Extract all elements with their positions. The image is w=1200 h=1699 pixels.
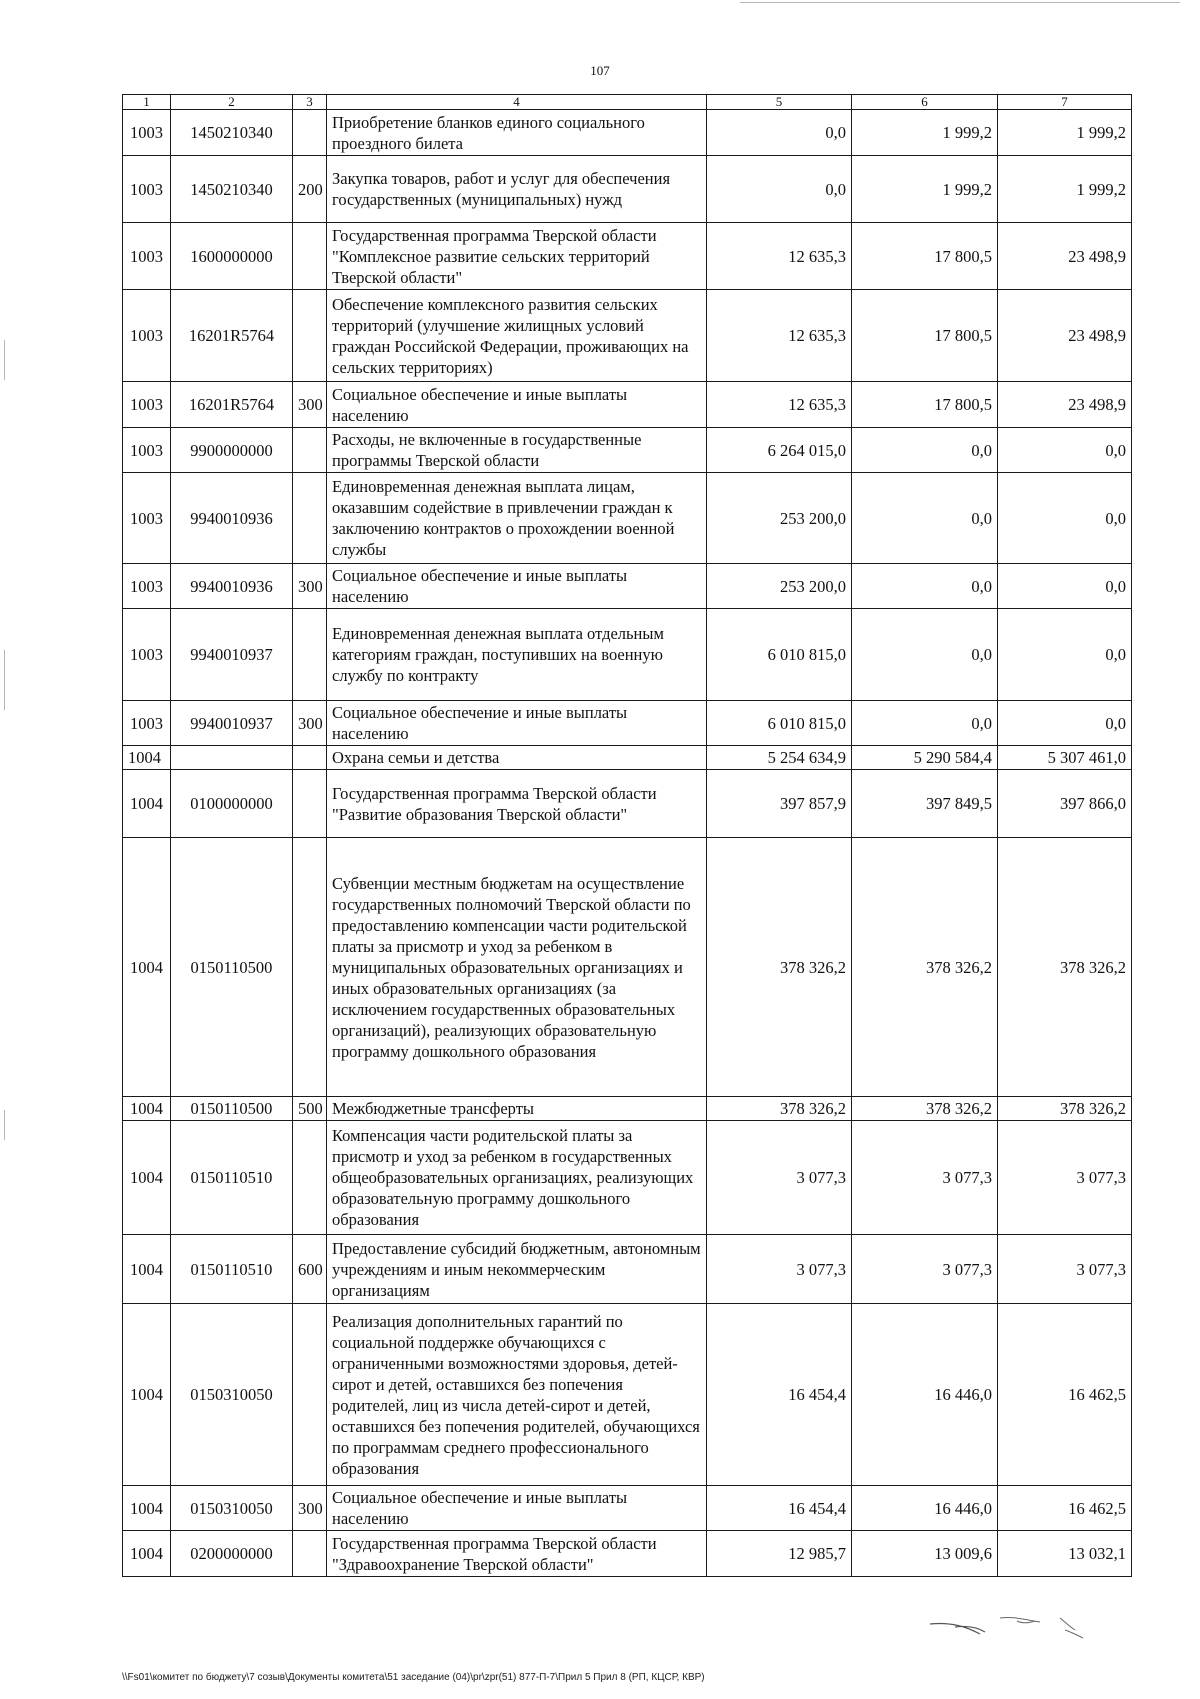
expense-type-code bbox=[293, 110, 327, 156]
expense-type-code bbox=[293, 473, 327, 564]
file-path-footer: \\Fs01\комитет по бюджету\7 созыв\Документы комитета\51 заседание (04)\pr\zpr(51) 877-П-7\Прил 5 Прил 8 (РП, КЦСР, КВР) bbox=[122, 1672, 705, 1683]
section-code: 1003 bbox=[123, 473, 171, 564]
amount-col-5: 3 077,3 bbox=[707, 1235, 852, 1304]
amount-col-5: 6 010 815,0 bbox=[707, 701, 852, 746]
section-code: 1004 bbox=[123, 1486, 171, 1531]
table-row bbox=[123, 290, 1132, 382]
section-code: 1003 bbox=[123, 428, 171, 473]
amount-col-6: 1 999,2 bbox=[852, 110, 998, 156]
amount-col-6: 378 326,2 bbox=[852, 838, 998, 1097]
section-code: 1004 bbox=[123, 838, 171, 1097]
section-code: 1004 bbox=[123, 1531, 171, 1577]
amount-col-7: 1 999,2 bbox=[998, 110, 1132, 156]
page-number: 107 bbox=[590, 63, 610, 78]
expense-type-code bbox=[293, 428, 327, 473]
amount-col-7: 1 999,2 bbox=[998, 156, 1132, 223]
table-row bbox=[123, 223, 1132, 290]
target-article-code: 0150110510 bbox=[171, 1235, 293, 1304]
expense-name: Государственная программа Тверской области "Комплексное развитие сельских территорий Тверской области" bbox=[327, 223, 707, 290]
expense-type-code: 600 bbox=[293, 1235, 327, 1304]
section-code: 1003 bbox=[123, 701, 171, 746]
amount-col-7: 16 462,5 bbox=[998, 1486, 1132, 1531]
amount-col-7: 397 866,0 bbox=[998, 770, 1132, 838]
header-col-4: 4 bbox=[327, 95, 707, 110]
target-article-code: 9940010937 bbox=[171, 609, 293, 701]
amount-col-6: 17 800,5 bbox=[852, 223, 998, 290]
section-code: 1003 bbox=[123, 609, 171, 701]
amount-col-7: 5 307 461,0 bbox=[998, 746, 1132, 770]
amount-col-7: 0,0 bbox=[998, 609, 1132, 701]
expense-type-code bbox=[293, 609, 327, 701]
expense-type-code bbox=[293, 770, 327, 838]
table-row bbox=[123, 110, 1132, 156]
amount-col-5: 16 454,4 bbox=[707, 1486, 852, 1531]
table-row bbox=[123, 1097, 1132, 1121]
amount-col-5: 16 454,4 bbox=[707, 1304, 852, 1486]
table-row bbox=[123, 156, 1132, 223]
header-col-7: 7 bbox=[998, 95, 1132, 110]
section-code: 1003 bbox=[123, 290, 171, 382]
expense-name: Приобретение бланков единого социального проездного билета bbox=[327, 110, 707, 156]
target-article-code: 1600000000 bbox=[171, 223, 293, 290]
section-code: 1003 bbox=[123, 156, 171, 223]
expense-name: Единовременная денежная выплата отдельным категориям граждан, поступивших на военную службу по контракту bbox=[327, 609, 707, 701]
amount-col-5: 378 326,2 bbox=[707, 838, 852, 1097]
expense-name: Социальное обеспечение и иные выплаты населению bbox=[327, 701, 707, 746]
header-col-5: 5 bbox=[707, 95, 852, 110]
expense-name: Обеспечение комплексного развития сельских территорий (улучшение жилищных условий граждан Российской Федерации, проживающих на сельских территориях) bbox=[327, 290, 707, 382]
section-code: 1004 bbox=[123, 1121, 171, 1235]
amount-col-5: 6 010 815,0 bbox=[707, 609, 852, 701]
header-col-1: 1 bbox=[123, 95, 171, 110]
header-col-2: 2 bbox=[171, 95, 293, 110]
amount-col-5: 12 635,3 bbox=[707, 290, 852, 382]
section-code: 1004 bbox=[123, 1304, 171, 1486]
target-article-code: 0200000000 bbox=[171, 1531, 293, 1577]
amount-col-7: 0,0 bbox=[998, 564, 1132, 609]
amount-col-5: 5 254 634,9 bbox=[707, 746, 852, 770]
expense-name: Расходы, не включенные в государственные программы Тверской области bbox=[327, 428, 707, 473]
table-row bbox=[123, 1235, 1132, 1304]
scan-line-left-2 bbox=[4, 650, 5, 710]
target-article-code: 9900000000 bbox=[171, 428, 293, 473]
expense-type-code: 300 bbox=[293, 564, 327, 609]
expense-type-code bbox=[293, 290, 327, 382]
expense-name: Закупка товаров, работ и услуг для обеспечения государственных (муниципальных) нужд bbox=[327, 156, 707, 223]
target-article-code: 9940010936 bbox=[171, 564, 293, 609]
amount-col-7: 3 077,3 bbox=[998, 1121, 1132, 1235]
target-article-code: 1450210340 bbox=[171, 156, 293, 223]
amount-col-7: 23 498,9 bbox=[998, 382, 1132, 428]
amount-col-7: 16 462,5 bbox=[998, 1304, 1132, 1486]
section-code: 1004 bbox=[123, 1097, 171, 1121]
amount-col-5: 0,0 bbox=[707, 156, 852, 223]
amount-col-6: 3 077,3 bbox=[852, 1235, 998, 1304]
target-article-code bbox=[171, 746, 293, 770]
amount-col-7: 13 032,1 bbox=[998, 1531, 1132, 1577]
expense-name: Предоставление субсидий бюджетным, автономным учреждениям и иным некоммерческим организациям bbox=[327, 1235, 707, 1304]
expense-name: Социальное обеспечение и иные выплаты населению bbox=[327, 564, 707, 609]
amount-col-7: 3 077,3 bbox=[998, 1235, 1132, 1304]
expense-name: Компенсация части родительской платы за присмотр и уход за ребенком в государственных общеобразовательных организациях, реализующих образовательную программу дошкольного образования bbox=[327, 1121, 707, 1235]
amount-col-6: 0,0 bbox=[852, 428, 998, 473]
expense-name: Государственная программа Тверской области "Здравоохранение Тверской области" bbox=[327, 1531, 707, 1577]
amount-col-6: 378 326,2 bbox=[852, 1097, 998, 1121]
amount-col-5: 12 635,3 bbox=[707, 382, 852, 428]
table-row bbox=[123, 770, 1132, 838]
scan-line-left-1 bbox=[4, 340, 5, 380]
amount-col-5: 12 985,7 bbox=[707, 1531, 852, 1577]
target-article-code: 0150110510 bbox=[171, 1121, 293, 1235]
expense-type-code: 300 bbox=[293, 1486, 327, 1531]
amount-col-5: 12 635,3 bbox=[707, 223, 852, 290]
handwritten-signature bbox=[925, 1612, 1115, 1657]
table-row bbox=[123, 1304, 1132, 1486]
target-article-code: 0150310050 bbox=[171, 1486, 293, 1531]
table-row bbox=[123, 746, 1132, 770]
amount-col-6: 17 800,5 bbox=[852, 382, 998, 428]
table-row bbox=[123, 564, 1132, 609]
amount-col-6: 16 446,0 bbox=[852, 1486, 998, 1531]
amount-col-7: 378 326,2 bbox=[998, 838, 1132, 1097]
amount-col-6: 17 800,5 bbox=[852, 290, 998, 382]
amount-col-6: 0,0 bbox=[852, 609, 998, 701]
expense-name: Единовременная денежная выплата лицам, оказавшим содействие в привлечении граждан к заключению контрактов о прохождении военной службы bbox=[327, 473, 707, 564]
table-row bbox=[123, 428, 1132, 473]
expense-name: Охрана семьи и детства bbox=[327, 746, 707, 770]
target-article-code: 16201R5764 bbox=[171, 382, 293, 428]
target-article-code: 0150110500 bbox=[171, 838, 293, 1097]
expense-type-code: 300 bbox=[293, 382, 327, 428]
expense-name: Субвенции местным бюджетам на осуществление государственных полномочий Тверской области по предоставлению компенсации части родительской платы за присмотр и уход за ребенком в муниципальных образовательных организациях и иных образовательных организациях (за исключением государственных образовательных организаций), реализующих образовательную программу дошкольного образования bbox=[327, 838, 707, 1097]
target-article-code: 16201R5764 bbox=[171, 290, 293, 382]
expense-type-code bbox=[293, 1304, 327, 1486]
amount-col-6: 1 999,2 bbox=[852, 156, 998, 223]
amount-col-6: 397 849,5 bbox=[852, 770, 998, 838]
target-article-code: 0100000000 bbox=[171, 770, 293, 838]
budget-table bbox=[122, 94, 1132, 1577]
table-row bbox=[123, 609, 1132, 701]
amount-col-6: 0,0 bbox=[852, 473, 998, 564]
amount-col-6: 3 077,3 bbox=[852, 1121, 998, 1235]
section-code: 1004 bbox=[123, 770, 171, 838]
scan-line-top bbox=[740, 2, 1180, 3]
amount-col-5: 253 200,0 bbox=[707, 564, 852, 609]
amount-col-7: 0,0 bbox=[998, 701, 1132, 746]
amount-col-5: 3 077,3 bbox=[707, 1121, 852, 1235]
header-col-3: 3 bbox=[293, 95, 327, 110]
amount-col-6: 13 009,6 bbox=[852, 1531, 998, 1577]
amount-col-5: 253 200,0 bbox=[707, 473, 852, 564]
expense-type-code: 200 bbox=[293, 156, 327, 223]
amount-col-7: 23 498,9 bbox=[998, 290, 1132, 382]
scan-line-left-3 bbox=[4, 1110, 5, 1140]
section-code: 1003 bbox=[123, 564, 171, 609]
target-article-code: 1450210340 bbox=[171, 110, 293, 156]
expense-name: Социальное обеспечение и иные выплаты населению bbox=[327, 382, 707, 428]
section-code: 1004 bbox=[123, 746, 171, 770]
target-article-code: 0150110500 bbox=[171, 1097, 293, 1121]
table-row bbox=[123, 1531, 1132, 1577]
expense-type-code: 500 bbox=[293, 1097, 327, 1121]
table-row bbox=[123, 1486, 1132, 1531]
expense-name: Социальное обеспечение и иные выплаты населению bbox=[327, 1486, 707, 1531]
amount-col-5: 6 264 015,0 bbox=[707, 428, 852, 473]
amount-col-5: 378 326,2 bbox=[707, 1097, 852, 1121]
table-body bbox=[123, 110, 1132, 1577]
column-number-header bbox=[123, 95, 1132, 110]
table-row bbox=[123, 382, 1132, 428]
amount-col-6: 5 290 584,4 bbox=[852, 746, 998, 770]
amount-col-6: 16 446,0 bbox=[852, 1304, 998, 1486]
amount-col-5: 0,0 bbox=[707, 110, 852, 156]
expense-type-code bbox=[293, 223, 327, 290]
amount-col-6: 0,0 bbox=[852, 701, 998, 746]
section-code: 1003 bbox=[123, 110, 171, 156]
amount-col-6: 0,0 bbox=[852, 564, 998, 609]
expense-type-code bbox=[293, 838, 327, 1097]
expense-type-code bbox=[293, 1121, 327, 1235]
expense-name: Межбюджетные трансферты bbox=[327, 1097, 707, 1121]
amount-col-7: 378 326,2 bbox=[998, 1097, 1132, 1121]
table-row bbox=[123, 838, 1132, 1097]
amount-col-7: 23 498,9 bbox=[998, 223, 1132, 290]
amount-col-7: 0,0 bbox=[998, 473, 1132, 564]
amount-col-5: 397 857,9 bbox=[707, 770, 852, 838]
section-code: 1004 bbox=[123, 1235, 171, 1304]
table-row bbox=[123, 1121, 1132, 1235]
target-article-code: 0150310050 bbox=[171, 1304, 293, 1486]
expense-name: Реализация дополнительных гарантий по социальной поддержке обучающихся с ограниченными возможностями здоровья, детей-сирот и детей, оставшихся без попечения родителей, лиц из числа детей-сирот и детей, оставшихся без попечения родителей, обучающихся по программам среднего профессионального образования bbox=[327, 1304, 707, 1486]
expense-type-code bbox=[293, 746, 327, 770]
target-article-code: 9940010937 bbox=[171, 701, 293, 746]
target-article-code: 9940010936 bbox=[171, 473, 293, 564]
amount-col-7: 0,0 bbox=[998, 428, 1132, 473]
table-row bbox=[123, 701, 1132, 746]
section-code: 1003 bbox=[123, 382, 171, 428]
section-code: 1003 bbox=[123, 223, 171, 290]
expense-name: Государственная программа Тверской области "Развитие образования Тверской области" bbox=[327, 770, 707, 838]
table-row bbox=[123, 473, 1132, 564]
header-col-6: 6 bbox=[852, 95, 998, 110]
expense-type-code bbox=[293, 1531, 327, 1577]
expense-type-code: 300 bbox=[293, 701, 327, 746]
